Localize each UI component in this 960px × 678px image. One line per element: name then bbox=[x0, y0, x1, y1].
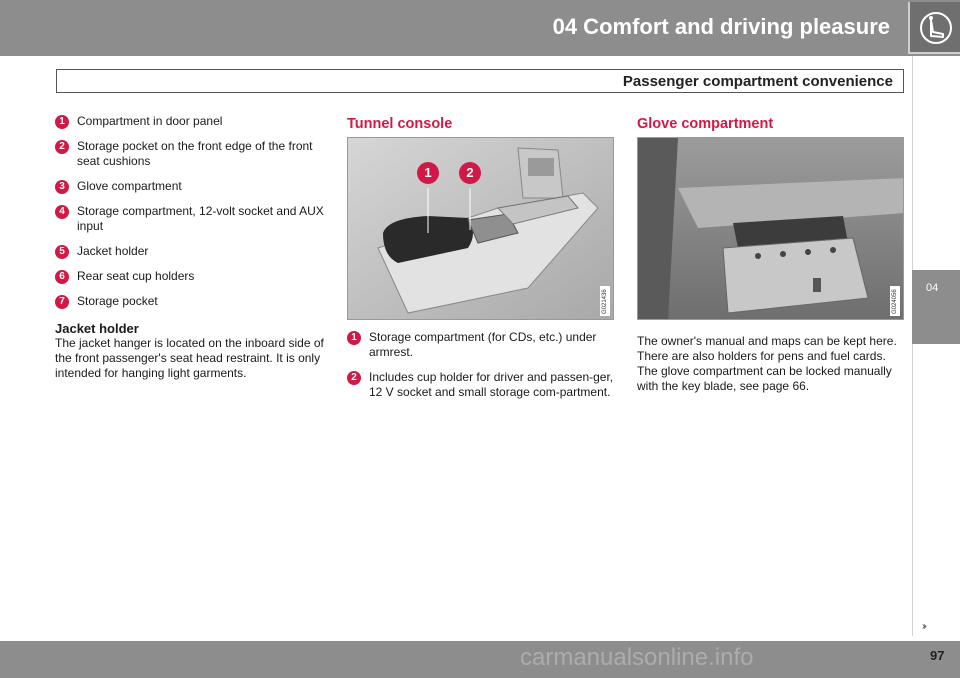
glove-compartment-illustration bbox=[638, 138, 904, 320]
list-item bbox=[55, 294, 325, 309]
glove-compartment-figure bbox=[637, 137, 904, 320]
number-badge: 4 bbox=[55, 205, 69, 219]
jacket-holder-text: The jacket hanger is located on the inboard side of the front passenger's seat head restraint. It is only intended for hanging light garments. bbox=[55, 336, 324, 380]
left-column bbox=[55, 114, 325, 381]
continue-arrows-icon: ›› bbox=[922, 621, 925, 632]
glove-compartment-column bbox=[637, 114, 907, 394]
list-item bbox=[55, 204, 325, 234]
tunnel-console-column bbox=[347, 114, 617, 406]
list-item bbox=[55, 179, 325, 194]
list-item-text: Jacket holder bbox=[77, 244, 149, 258]
figure-code bbox=[600, 286, 610, 316]
tunnel-console-illustration bbox=[348, 138, 614, 320]
number-badge: 1 bbox=[347, 331, 361, 345]
callout-1: 1 bbox=[417, 162, 439, 184]
number-badge: 1 bbox=[55, 115, 69, 129]
seat-icon bbox=[919, 11, 953, 45]
number-badge: 6 bbox=[55, 270, 69, 284]
page-number: 97 bbox=[930, 648, 945, 663]
list-item-text: Compartment in door panel bbox=[77, 114, 223, 128]
side-tab-label: 04 bbox=[926, 282, 939, 294]
list-item-text: Rear seat cup holders bbox=[77, 269, 195, 283]
footer-bar bbox=[0, 641, 960, 678]
list-item-text: Includes cup holder for driver and passen-ger, 12 V socket and small storage com-partment. bbox=[369, 370, 614, 399]
number-badge: 5 bbox=[55, 245, 69, 259]
callout-2: 2 bbox=[459, 162, 481, 184]
list-item bbox=[55, 139, 325, 169]
section-header bbox=[56, 69, 904, 93]
watermark: carmanualsonline.info bbox=[520, 644, 754, 671]
number-badge: 3 bbox=[55, 180, 69, 194]
figure-code-text: G024056 bbox=[892, 289, 898, 314]
list-item bbox=[347, 330, 617, 360]
figure-code bbox=[890, 286, 900, 316]
number-badge: 2 bbox=[347, 371, 361, 385]
section-title: Passenger compartment convenience bbox=[622, 73, 893, 90]
chapter-side-tab bbox=[912, 270, 960, 344]
list-item bbox=[347, 370, 617, 400]
tunnel-console-heading: Tunnel console bbox=[347, 116, 453, 132]
list-item-text: Storage pocket bbox=[77, 294, 158, 308]
number-badge: 7 bbox=[55, 295, 69, 309]
side-divider bbox=[912, 56, 913, 636]
glove-compartment-text: The owner's manual and maps can be kept here. There are also holders for pens and fuel cards. The glove compartment can be locked manually with the key blade, see page 66. bbox=[637, 334, 897, 393]
jacket-holder-heading: Jacket holder bbox=[55, 321, 139, 336]
chapter-title: 04 Comfort and driving pleasure bbox=[552, 14, 890, 39]
list-item-text: Glove compartment bbox=[77, 179, 182, 193]
number-badge: 2 bbox=[55, 140, 69, 154]
list-item-text: Storage compartment (for CDs, etc.) under armrest. bbox=[369, 330, 597, 359]
list-item bbox=[55, 114, 325, 129]
figure-code-text: G021436 bbox=[602, 289, 608, 314]
tunnel-console-figure bbox=[347, 137, 614, 320]
chapter-header-bar bbox=[0, 0, 960, 56]
list-item bbox=[55, 269, 325, 284]
list-item bbox=[55, 244, 325, 259]
list-item-text: Storage compartment, 12-volt socket and AUX input bbox=[77, 204, 324, 233]
glove-compartment-heading: Glove compartment bbox=[637, 116, 774, 132]
chapter-icon-box bbox=[908, 2, 960, 54]
list-item-text: Storage pocket on the front edge of the front seat cushions bbox=[77, 139, 313, 168]
